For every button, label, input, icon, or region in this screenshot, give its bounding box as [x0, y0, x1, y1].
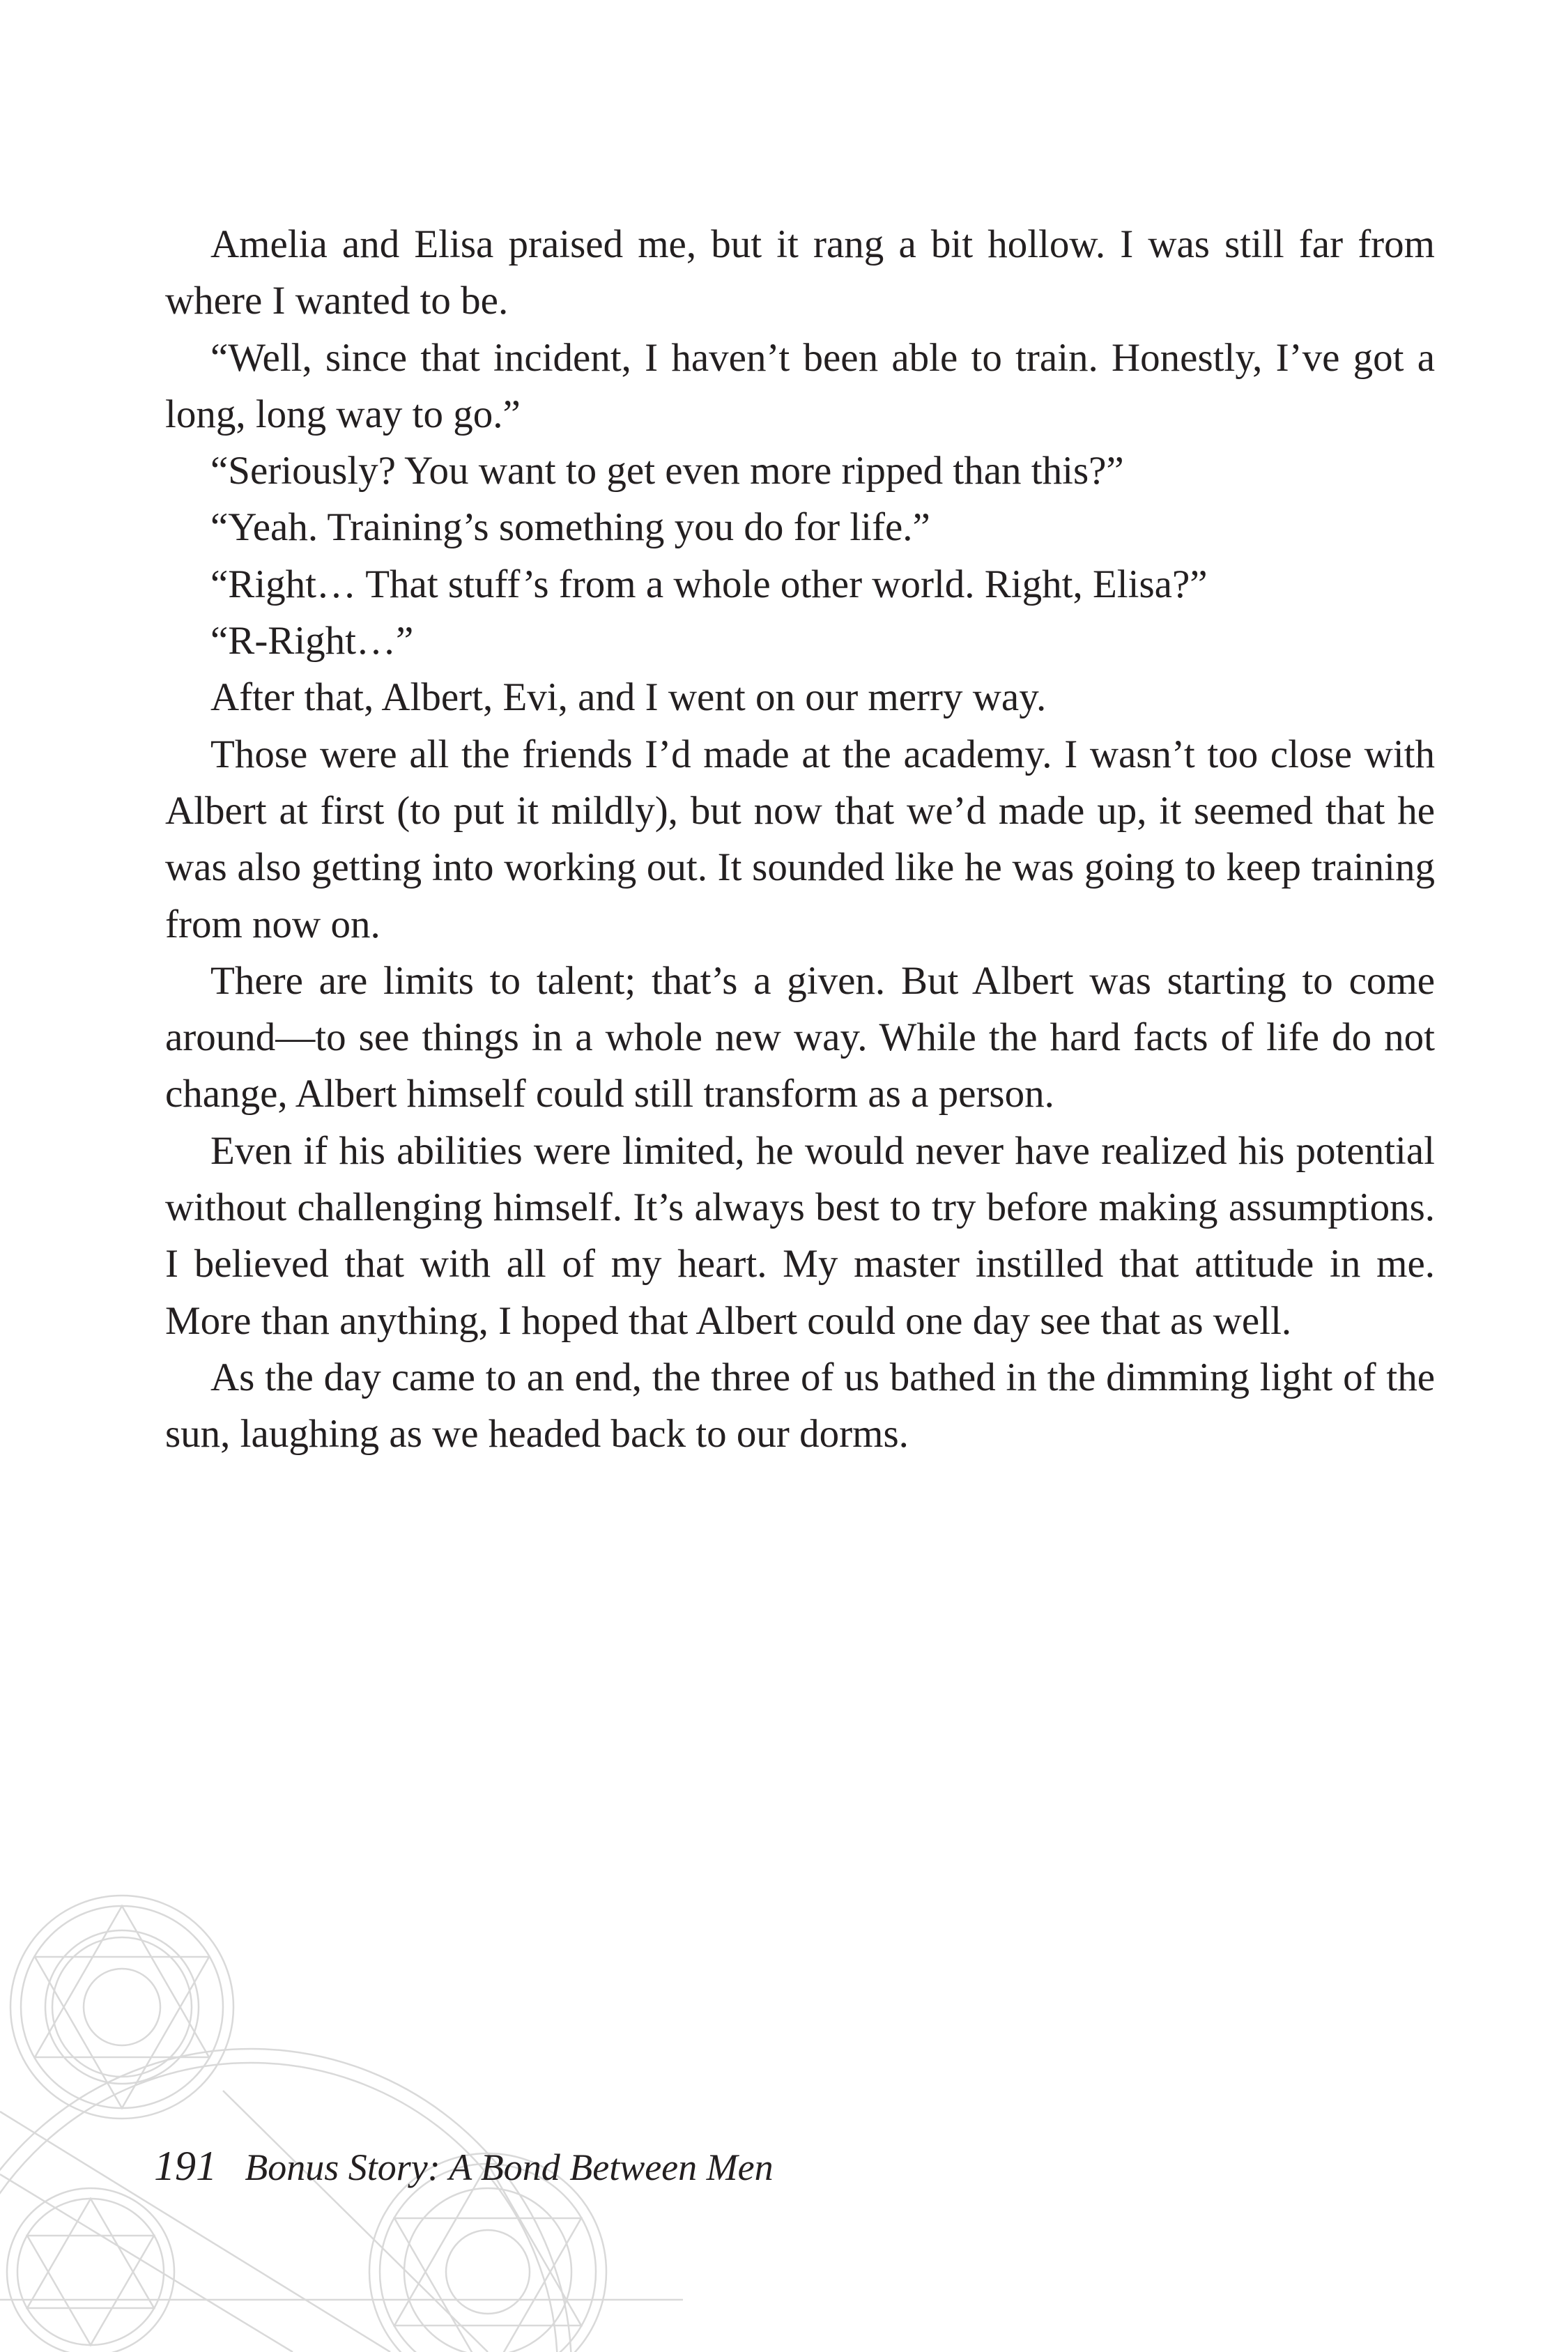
paragraph: “R-Right…”	[210, 619, 414, 663]
paragraph: As the day came to an end, the three of us bathed in the dimming light of the sun, laughing as we headed back to our dorms.	[165, 1355, 1435, 1456]
paragraph: “Right… That stuff’s from a whole other world. Right, Elisa?”	[210, 562, 1208, 606]
chapter-body	[165, 216, 1435, 1463]
running-head: Bonus Story: A Bond Between Men	[245, 2146, 774, 2188]
paragraph: “Seriously? You want to get even more ripped than this?”	[210, 449, 1124, 493]
paragraph: “Yeah. Training’s something you do for life.”	[210, 505, 930, 550]
paragraph: There are limits to talent; that’s a given. But Albert was starting to come around—to see things in a whole new way. While the hard facts of life do not change, Albert himself could still transform as a person.	[165, 958, 1435, 1116]
magic-circle-ornament-icon	[0, 1882, 697, 2352]
page-number: 191	[154, 2143, 217, 2189]
paragraph: “Well, since that incident, I haven’t been able to train. Honestly, I’ve got a long, long way to go.”	[165, 335, 1435, 436]
paragraph: Even if his abilities were limited, he would never have realized his potential without challenging himself. It’s always best to try before making assumptions. I believed that with all of my heart. My master instilled that attitude in me. More than anything, I hoped that Albert could one day see that as well.	[165, 1128, 1435, 1343]
paragraph: After that, Albert, Evi, and I went on our merry way.	[210, 675, 1047, 720]
paragraph: Amelia and Elisa praised me, but it rang a bit hollow. I was still far from where I wanted to be.	[165, 222, 1435, 323]
page-footer	[154, 2142, 774, 2190]
paragraph: Those were all the friends I’d made at the academy. I wasn’t too close with Albert at first (to put it mildly), but now that we’d made up, it seemed that he was also getting into working out. It sounded like he was going to keep training from now on.	[165, 732, 1435, 946]
